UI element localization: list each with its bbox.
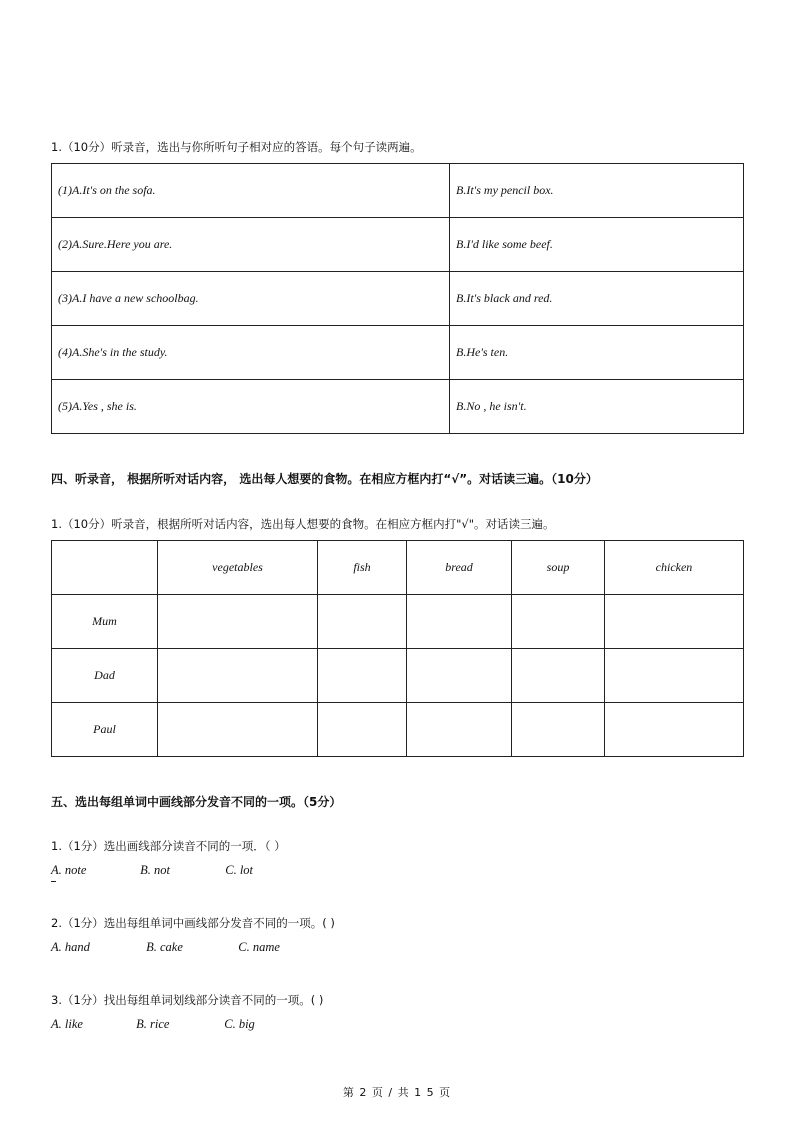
checkbox-cell[interactable] [512, 595, 605, 649]
food-choice-table [51, 540, 744, 757]
checkbox-cell[interactable] [158, 595, 318, 649]
option-c[interactable]: C. big [224, 1017, 255, 1031]
options-row [51, 863, 253, 878]
question-stem: 3.（1分）找出每组单词划线部分读音不同的一项。( ) [51, 993, 324, 1007]
option-b-cell: B.I'd like some beef. [450, 218, 744, 272]
option-b[interactable]: B. rice [136, 1017, 170, 1031]
checkbox-cell[interactable] [318, 595, 407, 649]
header-cell-empty [52, 541, 158, 595]
checkbox-cell[interactable] [158, 703, 318, 757]
person-cell: Mum [52, 595, 158, 649]
section-title: 四、听录音， 根据所听对话内容， 选出每人想要的食物。在相应方框内打“√”。对话读三遍。（10分） [51, 472, 598, 486]
header-cell-vegetables: vegetables [158, 541, 318, 595]
checkbox-cell[interactable] [407, 595, 512, 649]
checkbox-cell[interactable] [407, 703, 512, 757]
table-row [52, 326, 744, 380]
table-row [52, 218, 744, 272]
option-b[interactable]: B. cake [146, 940, 183, 954]
checkbox-cell[interactable] [158, 649, 318, 703]
checkbox-cell[interactable] [605, 595, 744, 649]
checkbox-cell[interactable] [605, 703, 744, 757]
table-row [52, 380, 744, 434]
header-cell-bread: bread [407, 541, 512, 595]
table-row [52, 649, 744, 703]
question-stem: 1.（10分）听录音，选出与你所听句子相对应的答语。每个句子读两遍。 [51, 140, 422, 154]
checkbox-cell[interactable] [318, 649, 407, 703]
header-cell-soup: soup [512, 541, 605, 595]
table-row [52, 703, 744, 757]
checkbox-cell[interactable] [512, 649, 605, 703]
checkbox-cell[interactable] [407, 649, 512, 703]
option-a[interactable]: A. like [51, 1017, 83, 1031]
options-row [51, 940, 280, 955]
checkbox-cell[interactable] [512, 703, 605, 757]
option-a[interactable]: A. note [51, 863, 137, 878]
options-row [51, 1017, 255, 1032]
option-b-cell: B.It's my pencil box. [450, 164, 744, 218]
option-a-cell: (5)A.Yes , she is. [52, 380, 450, 434]
header-cell-chicken: chicken [605, 541, 744, 595]
person-cell: Paul [52, 703, 158, 757]
question-stem: 1.（10分）听录音，根据所听对话内容，选出每人想要的食物。在相应方框内打"√"。对话读三遍。 [51, 517, 555, 531]
table-header-row [52, 541, 744, 595]
option-a-cell: (2)A.Sure.Here you are. [52, 218, 450, 272]
option-b-cell: B.It's black and red. [450, 272, 744, 326]
option-c[interactable]: C. lot [225, 863, 254, 877]
option-a-cell: (1)A.It's on the sofa. [52, 164, 450, 218]
question-stem: 2.（1分）选出每组单词中画线部分发音不同的一项。( ) [51, 916, 335, 930]
option-b-cell: B.No , he isn't. [450, 380, 744, 434]
page-footer: 第 2 页 / 共 1 5 页 [342, 1086, 452, 1099]
option-a-cell: (3)A.I have a new schoolbag. [52, 272, 450, 326]
option-b-cell: B.He's ten. [450, 326, 744, 380]
person-cell: Dad [52, 649, 158, 703]
table-row [52, 272, 744, 326]
option-b[interactable]: B. not [140, 863, 170, 877]
table-row [52, 164, 744, 218]
answer-choice-table [51, 163, 744, 434]
table-row [52, 595, 744, 649]
header-cell-fish: fish [318, 541, 407, 595]
option-c[interactable]: C. name [238, 940, 280, 954]
option-a[interactable]: A. hand [51, 940, 90, 954]
checkbox-cell[interactable] [605, 649, 744, 703]
option-a-cell: (4)A.She's in the study. [52, 326, 450, 380]
section-title: 五、选出每组单词中画线部分发音不同的一项。（5分） [51, 795, 342, 809]
question-stem: 1.（1分）选出画线部分读音不同的一项．（ ） [51, 839, 286, 853]
checkbox-cell[interactable] [318, 703, 407, 757]
